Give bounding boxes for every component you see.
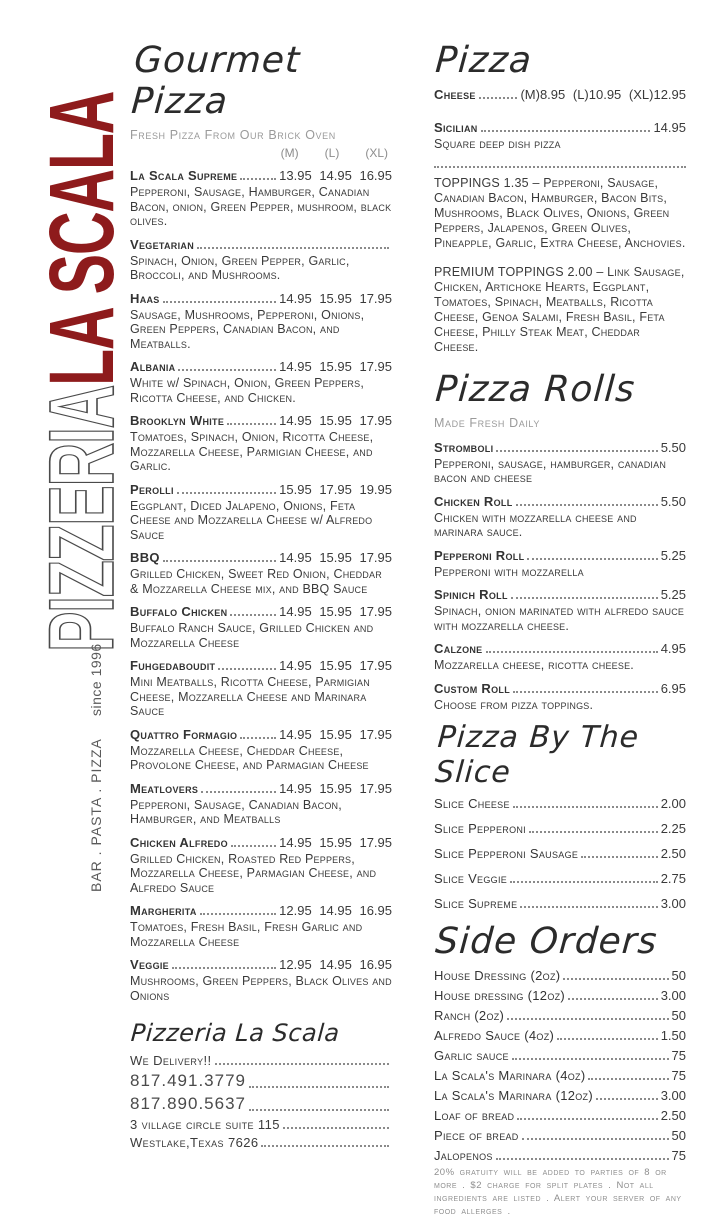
- phone-line-2: [130, 1094, 392, 1114]
- item-prices: 12.95 14.95 16.95: [279, 957, 392, 972]
- pizza-title: Pizza: [434, 40, 534, 81]
- item-prices: 14.95 15.95 17.95: [279, 359, 392, 374]
- leader-dots: [163, 560, 276, 562]
- size-l: (L): [324, 146, 340, 160]
- item-description: Pepperoni, Sausage, Hamburger, Canadian Bacon, onion, Green Pepper, mushroom, black olives.: [130, 185, 392, 228]
- item-name: Margherita: [130, 903, 197, 918]
- right-column: [434, 40, 686, 1168]
- item-price: 2.25: [660, 821, 686, 836]
- leader-dots: [496, 450, 657, 452]
- item-name: La Scala Supreme: [130, 168, 238, 183]
- item-name: House dressing (12oz): [434, 988, 566, 1003]
- menu-item: [434, 846, 686, 861]
- menu-item: [434, 548, 686, 580]
- toppings-paragraph: TOPPINGS 1.35 – Pepperoni, Sausage, Canadian Bacon, Hamburger, Bacon Bits, Mushrooms, Black Olives, Onions, Green Peppers, Jalapenos, Green Olives, Pineapple, Garlic, Extra Cheese, Anchovies.: [434, 175, 686, 250]
- item-prices: 13.95 14.95 16.95: [279, 168, 392, 183]
- menu-item: [130, 359, 392, 405]
- menu-item: [434, 1008, 686, 1023]
- menu-item: [434, 896, 686, 911]
- leader-dots: [513, 806, 658, 808]
- menu-item: [130, 237, 392, 283]
- leader-dots: [249, 1109, 389, 1111]
- leader-dots: [581, 856, 658, 858]
- leader-dots: [513, 691, 658, 693]
- menu-item: [434, 988, 686, 1003]
- item-name: Custom Roll: [434, 680, 511, 696]
- leader-dots: [231, 845, 276, 847]
- item-name: Meatlovers: [130, 780, 199, 796]
- leader-dots: [479, 97, 518, 99]
- item-name: Stromboli: [434, 439, 494, 455]
- menu-item: [130, 957, 392, 1003]
- brand-pizzeria-text: PIZZERIA: [31, 385, 133, 652]
- address-city: Westlake,Texas 7626: [130, 1135, 259, 1150]
- leader-dots: [200, 913, 277, 915]
- menu-item: [130, 550, 392, 596]
- item-name: Slice Pepperoni: [434, 821, 526, 836]
- item-description: Tomatoes, Spinach, Onion, Ricotta Cheese, Mozzarella Cheese, Parmigian Cheese, and Garlic.: [130, 430, 374, 473]
- menu-item: [434, 968, 686, 983]
- item-description: Pepperoni with mozzarella: [434, 564, 584, 579]
- leader-dots: [240, 737, 276, 739]
- item-price: 5.50: [660, 439, 686, 455]
- menu-item: [434, 1068, 686, 1083]
- item-name: Cheese: [434, 87, 476, 102]
- item-price: 75: [671, 1048, 686, 1063]
- item-name: Brooklyn White: [130, 413, 225, 428]
- gratuity-disclaimer: 20% gratuity will be added to parties of 8 or more . $2 charge for split plates . Not all ingredients are listed . Alert your server of any food allerges .: [434, 1167, 682, 1217]
- leader-dots: [568, 998, 658, 1000]
- leader-dots: [517, 1118, 657, 1120]
- leader-dots: [197, 247, 389, 249]
- item-name: Garlic sauce: [434, 1048, 509, 1063]
- item-name: Perolli: [130, 481, 174, 497]
- menu-item: [434, 1088, 686, 1103]
- menu-item: [434, 1048, 686, 1063]
- item-prices: 14.95 15.95 17.95: [279, 290, 392, 306]
- item-name: Slice Veggie: [434, 871, 508, 886]
- menu-item: [130, 168, 392, 229]
- item-description: Pepperoni, sausage, hamburger, canadian bacon and cheese: [434, 456, 667, 485]
- leader-dots: [218, 668, 276, 670]
- item-description: Spinach, Onion, Green Pepper, Garlic, Broccoli, and Mushrooms.: [130, 253, 350, 282]
- leader-dots: [512, 1058, 669, 1060]
- item-name: Alfredo Sauce (4oz): [434, 1028, 555, 1043]
- item-name: La Scala's Marinara (12oz): [434, 1088, 593, 1103]
- item-name: Chicken Alfredo: [130, 834, 228, 850]
- item-name: BBQ: [130, 550, 160, 565]
- item-description: Mozzarella cheese, ricotta cheese.: [434, 658, 634, 672]
- item-price: 5.25: [660, 547, 686, 563]
- leader-dots: [481, 130, 651, 132]
- item-price: 75: [671, 1148, 686, 1163]
- address-line-1: [130, 1117, 392, 1132]
- menu-item: [434, 1128, 686, 1143]
- menu-item: [130, 604, 392, 650]
- leader-dots: [596, 1098, 658, 1100]
- dotted-separator: [434, 160, 686, 168]
- item-description: Mushrooms, Green Peppers, Black Olives and Onions: [130, 974, 392, 1003]
- leader-dots: [522, 1138, 669, 1140]
- item-price: 4.95: [660, 641, 686, 656]
- item-name: Sicilian: [434, 120, 478, 135]
- item-price: 3.00: [660, 896, 686, 911]
- item-name: Jalopenos: [434, 1148, 493, 1163]
- item-prices: 14.95 15.95 17.95: [279, 413, 392, 428]
- leader-dots: [527, 558, 657, 560]
- menu-item: [434, 641, 686, 673]
- item-price: 2.75: [660, 871, 686, 886]
- item-price: 3.00: [660, 988, 686, 1003]
- pizza-by-slice-title: Pizza By The Slice: [434, 720, 641, 790]
- item-price: 2.50: [660, 1108, 686, 1123]
- item-price: 14.95: [653, 120, 686, 135]
- leader-dots: [240, 178, 276, 180]
- item-name: Buffalo Chicken: [130, 604, 228, 619]
- item-prices: 14.95 15.95 17.95: [279, 780, 392, 796]
- menu-item: [130, 835, 392, 896]
- item-name: La Scala's Marinara (4oz): [434, 1068, 586, 1083]
- menu-item: [130, 781, 392, 827]
- leader-dots: [507, 1018, 668, 1020]
- menu-item: [130, 903, 392, 949]
- item-description: Mozzarella Cheese, Cheddar Cheese, Provolone Cheese, and Parmagian Cheese: [130, 743, 369, 772]
- item-description: Buffalo Ranch Sauce, Grilled Chicken and Mozzarella Cheese: [130, 621, 374, 650]
- leader-dots: [511, 597, 658, 599]
- menu-item: [434, 1148, 686, 1163]
- size-m: (M): [280, 146, 299, 160]
- leader-dots: [215, 1063, 389, 1065]
- item-prices: 14.95 15.95 17.95: [279, 726, 392, 742]
- item-description: Mini Meatballs, Ricotta Cheese, Parmigian Cheese, Mozzarella Cheese and Marinara Sauce: [130, 675, 370, 718]
- menu-item: [434, 440, 686, 486]
- item-description: Grilled Chicken, Roasted Red Peppers, Mozzarella Cheese, Parmagian Cheese, and Alfredo Sauce: [130, 851, 377, 895]
- side-orders-title: Side Orders: [434, 921, 659, 962]
- item-name: Chicken Roll: [434, 493, 513, 509]
- left-column: [130, 40, 392, 1153]
- phone-line-1: [130, 1071, 392, 1091]
- gourmet-pizza-title: Gourmet Pizza: [130, 40, 302, 122]
- leader-dots: [557, 1038, 658, 1040]
- menu-item: [130, 291, 392, 352]
- menu-item: [434, 494, 686, 540]
- address-line-2: [130, 1135, 392, 1150]
- item-description: Chicken with mozzarella cheese and marinara sauce.: [434, 510, 637, 539]
- leader-dots: [177, 492, 276, 494]
- menu-item: [434, 87, 686, 102]
- item-prices: 14.95 15.95 17.95: [279, 834, 392, 850]
- menu-item: [130, 482, 392, 543]
- item-name: Loaf of bread: [434, 1108, 515, 1123]
- menu-item: [130, 727, 392, 773]
- menu-item: [130, 413, 392, 474]
- leader-dots: [516, 504, 658, 506]
- brand-lascala-text: LA SCALA: [31, 91, 133, 386]
- item-name: Ranch (2oz): [434, 1008, 505, 1023]
- item-prices: 15.95 17.95 19.95: [279, 481, 392, 497]
- menu-item: [434, 871, 686, 886]
- item-name: Fuhgedaboudit: [130, 658, 216, 673]
- menu-item: [434, 821, 686, 836]
- leader-dots: [283, 1127, 389, 1129]
- delivery-line: [130, 1053, 392, 1068]
- item-price: 5.50: [660, 493, 686, 509]
- phone-number-2: 817.890.5637: [130, 1094, 246, 1113]
- item-description: Grilled Chicken, Sweet Red Onion, Cheddar & Mozzarella Cheese mix, and BBQ Sauce: [130, 567, 382, 596]
- leader-dots: [486, 651, 658, 653]
- leader-dots: [588, 1078, 668, 1080]
- item-prices: 14.95 15.95 17.95: [279, 604, 392, 619]
- leader-dots: [227, 423, 276, 425]
- menu-item: [434, 796, 686, 811]
- premium-toppings-paragraph: PREMIUM TOPPINGS 2.00 – Link Sausage, Chicken, Artichoke Hearts, Eggplant, Tomatoes, Spinach, Meatballs, Ricotta Cheese, Genoa Salami, Fresh Basil, Feta Cheese, Philly Steak Meat, Cheddar Cheese.: [434, 264, 685, 354]
- item-description: Spinach, onion marinated with alfredo sauce with mozzarella cheese.: [434, 604, 685, 633]
- leader-dots: [520, 906, 657, 908]
- brand-tagline: BAR . PASTA . PIZZA: [88, 738, 104, 892]
- size-header-row: [130, 146, 392, 160]
- item-price: 1.50: [660, 1028, 686, 1043]
- item-name: Piece of bread: [434, 1128, 519, 1143]
- leader-dots: [172, 967, 276, 969]
- item-description: Square deep dish pizza: [434, 137, 561, 151]
- leader-dots: [249, 1086, 389, 1088]
- item-description: White w/ Spinach, Onion, Green Peppers, Ricotta Cheese, and Chicken.: [130, 376, 364, 405]
- item-name: House Dressing (2oz): [434, 968, 561, 983]
- item-prices: 12.95 14.95 16.95: [279, 903, 392, 918]
- item-prices: 14.95 15.95 17.95: [279, 550, 392, 565]
- item-price: 3.00: [660, 1088, 686, 1103]
- item-name: Calzone: [434, 641, 483, 656]
- menu-item: [130, 658, 392, 719]
- leader-dots: [178, 369, 276, 371]
- brand-logo: [31, 91, 133, 652]
- item-name: Veggie: [130, 957, 169, 972]
- leader-dots: [230, 614, 276, 616]
- leader-dots: [563, 978, 668, 980]
- leader-dots: [261, 1145, 389, 1147]
- leader-dots: [510, 881, 658, 883]
- item-name: Slice Supreme: [434, 896, 518, 911]
- item-price: 6.95: [660, 680, 686, 696]
- item-price: 5.25: [660, 587, 686, 602]
- item-name: Vegetarian: [130, 236, 195, 252]
- item-price: 50: [671, 968, 686, 983]
- item-description: Choose from pizza toppings.: [434, 697, 594, 712]
- leader-dots: [529, 831, 658, 833]
- gourmet-subtitle: Fresh Pizza From Our Brick Oven: [130, 128, 336, 142]
- item-description: Eggplant, Diced Jalapeno, Onions, Feta Cheese and Mozzarella Cheese w/ Alfredo Sauce: [130, 498, 373, 542]
- contact-title: Pizzeria La Scala: [130, 1019, 341, 1047]
- item-price: 2.00: [660, 796, 686, 811]
- leader-dots: [163, 301, 277, 303]
- item-name: Pepperoni Roll: [434, 547, 525, 563]
- item-price: 2.50: [660, 846, 686, 861]
- menu-item: [434, 1108, 686, 1123]
- pizza-rolls-title: Pizza Rolls: [434, 368, 637, 410]
- brand-since-text: since 1996: [88, 643, 104, 716]
- address-street: 3 village circle suite 115: [130, 1117, 280, 1132]
- menu-item: [434, 1028, 686, 1043]
- menu-item: [434, 120, 686, 152]
- item-prices: 14.95 15.95 17.95: [279, 658, 392, 673]
- rolls-subtitle: Made Fresh Daily: [434, 415, 540, 430]
- item-name: Spinich Roll: [434, 587, 508, 602]
- item-description: Pepperoni, Sausage, Canadian Bacon, Hamburger, and Meatballs: [130, 797, 342, 826]
- item-price: 75: [671, 1068, 686, 1083]
- menu-item: [434, 681, 686, 713]
- item-description: Sausage, Mushrooms, Pepperoni, Onions, Green Peppers, Canadian Bacon, and Meatballs.: [130, 307, 365, 351]
- item-name: Albania: [130, 359, 176, 374]
- item-name: Haas: [130, 290, 160, 306]
- item-name: Slice Pepperoni Sausage: [434, 846, 579, 861]
- leader-dots: [496, 1158, 669, 1160]
- item-prices: (M)8.95 (L)10.95 (XL)12.95: [520, 87, 686, 102]
- item-price: 50: [671, 1128, 686, 1143]
- item-name: Slice Cheese: [434, 796, 510, 811]
- phone-number-1: 817.491.3779: [130, 1071, 246, 1090]
- size-xl: (XL): [365, 146, 388, 160]
- delivery-text: We Delivery!!: [130, 1053, 212, 1068]
- item-name: Quattro Formagio: [130, 726, 238, 742]
- item-price: 50: [671, 1008, 686, 1023]
- menu-item: [434, 587, 686, 633]
- item-description: Tomatoes, Fresh Basil, Fresh Garlic and Mozzarella Cheese: [130, 920, 363, 949]
- leader-dots: [201, 791, 276, 793]
